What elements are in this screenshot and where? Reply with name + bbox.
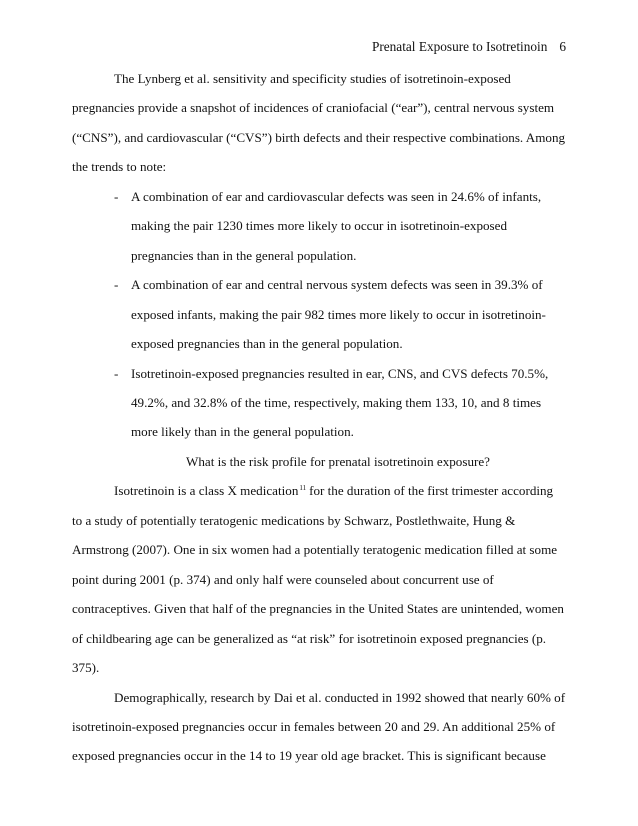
list-item-text: A combination of ear and central nervous system defects was seen in 39.3% of exposed infants, making the pair 982 times more likely to occur in isotretinoin-exposed pregnancies than in the general population.: [131, 277, 546, 352]
bullet-dash: -: [114, 365, 119, 381]
bullet-dash: -: [114, 188, 119, 204]
footnote-ref[interactable]: 11: [299, 484, 307, 493]
trend-list: [72, 182, 566, 447]
document-body: [72, 64, 566, 771]
running-title: Prenatal Exposure to Isotretinoin: [371, 39, 548, 54]
list-item: [72, 359, 566, 447]
intro-paragraph: The Lynberg et al. sensitivity and specificity studies of isotretinoin-exposed pregnancies provide a snapshot of incidences of craniofacial (“ear”), central nervous system (“CNS”), and cardiovascular (“CVS”) birth defects and their respective combinations. Among the trends to note:: [72, 71, 566, 175]
list-item: [72, 182, 566, 270]
risk-paragraph-lead: Isotretinoin is a class X medication: [114, 483, 299, 499]
list-item-text: Isotretinoin-exposed pregnancies resulted in ear, CNS, and CVS defects 70.5%, 49.2%, and 32.8% of the time, respectively, making them 133, 10, and 8 times more likely than in the general population.: [131, 365, 549, 440]
list-item-text: A combination of ear and cardiovascular defects was seen in 24.6% of infants, making the pair 1230 times more likely to occur in isotretinoin-exposed pregnancies than in the general population.: [131, 188, 542, 263]
risk-paragraph-rest: for the duration of the first trimester according to a study of potentially teratogenic medications by Schwarz, Postlethwaite, Hung & Armstrong (2007). One in six women had a potentially teratogenic medication filled at some point during 2001 (p. 374) and only half were counseled about concurrent use of contraceptives. Given that half of the pregnancies in the United States are unintended, women of childbearing age can be generalized as “at risk” for isotretinoin exposed pregnancies (p. 375).: [72, 483, 564, 676]
section-heading: What is the risk profile for prenatal isotretinoin exposure?: [186, 453, 490, 469]
demographics-paragraph: Demographically, research by Dai et al. conducted in 1992 showed that nearly 60% of isotretinoin-exposed pregnancies occur in females between 20 and 29. An additional 25% of exposed pregnancies occur in the 14 to 19 year old age bracket. This is significant because: [72, 689, 566, 764]
risk-paragraph: [72, 476, 566, 682]
bullet-dash: -: [114, 277, 119, 293]
page-number: 6: [559, 39, 566, 54]
running-header: [372, 39, 566, 55]
list-item: [72, 270, 566, 358]
